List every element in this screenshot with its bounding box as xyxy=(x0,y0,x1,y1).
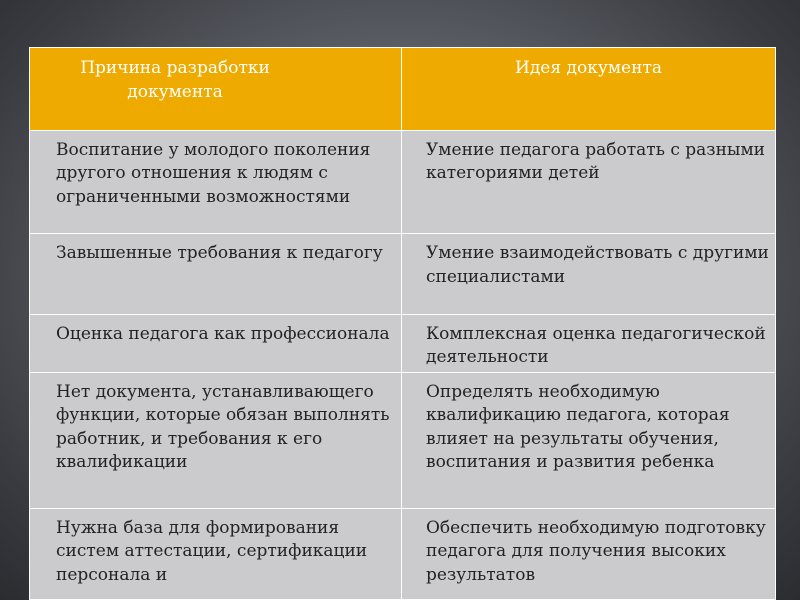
cell-text: Нет документа, устанавливающего функции, которые обязан выполнять работник, и требования к его квалификации xyxy=(56,381,390,472)
table-row xyxy=(30,314,776,372)
header-cell-idea xyxy=(402,48,776,131)
header-label: Идея документа xyxy=(515,58,662,78)
cell-text: Обеспечить необходимую подготовку педагога для получения высоких результатов xyxy=(426,517,766,585)
table-row xyxy=(30,372,776,508)
cell-text: Нужна база для формирования систем аттестации, сертификации персонала и xyxy=(56,517,368,585)
table-cell xyxy=(402,508,776,599)
cell-text: Определять необходимую квалификацию педагога, которая влияет на результаты обучения, воспитания и развития ребенка xyxy=(426,381,730,472)
cell-text: Оценка педагога как профессионала xyxy=(56,323,390,344)
table-row xyxy=(30,508,776,599)
table-cell xyxy=(30,508,402,599)
table-cell xyxy=(402,234,776,315)
cell-text: Умение педагога работать с разными категориями детей xyxy=(426,139,765,184)
header-cell-reason xyxy=(30,48,402,131)
comparison-table xyxy=(29,47,776,600)
table-row xyxy=(30,130,776,233)
table-cell xyxy=(30,314,402,372)
table-cell xyxy=(402,372,776,508)
table-row xyxy=(30,234,776,315)
table-cell xyxy=(30,372,402,508)
cell-text: Комплексная оценка педагогической деятельности xyxy=(426,323,766,368)
cell-text: Воспитание у молодого поколения другого отношения к людям с ограниченными возможностями xyxy=(56,139,371,207)
cell-text: Завышенные требования к педагогу xyxy=(56,243,383,263)
table-cell xyxy=(30,130,402,233)
table-cell xyxy=(402,314,776,372)
table-cell xyxy=(402,130,776,233)
table-header-row xyxy=(30,48,776,131)
cell-text: Умение взаимодействовать с другими специалистами xyxy=(426,243,769,287)
header-label: Причина разработки документа xyxy=(80,58,270,102)
table-cell xyxy=(30,234,402,315)
